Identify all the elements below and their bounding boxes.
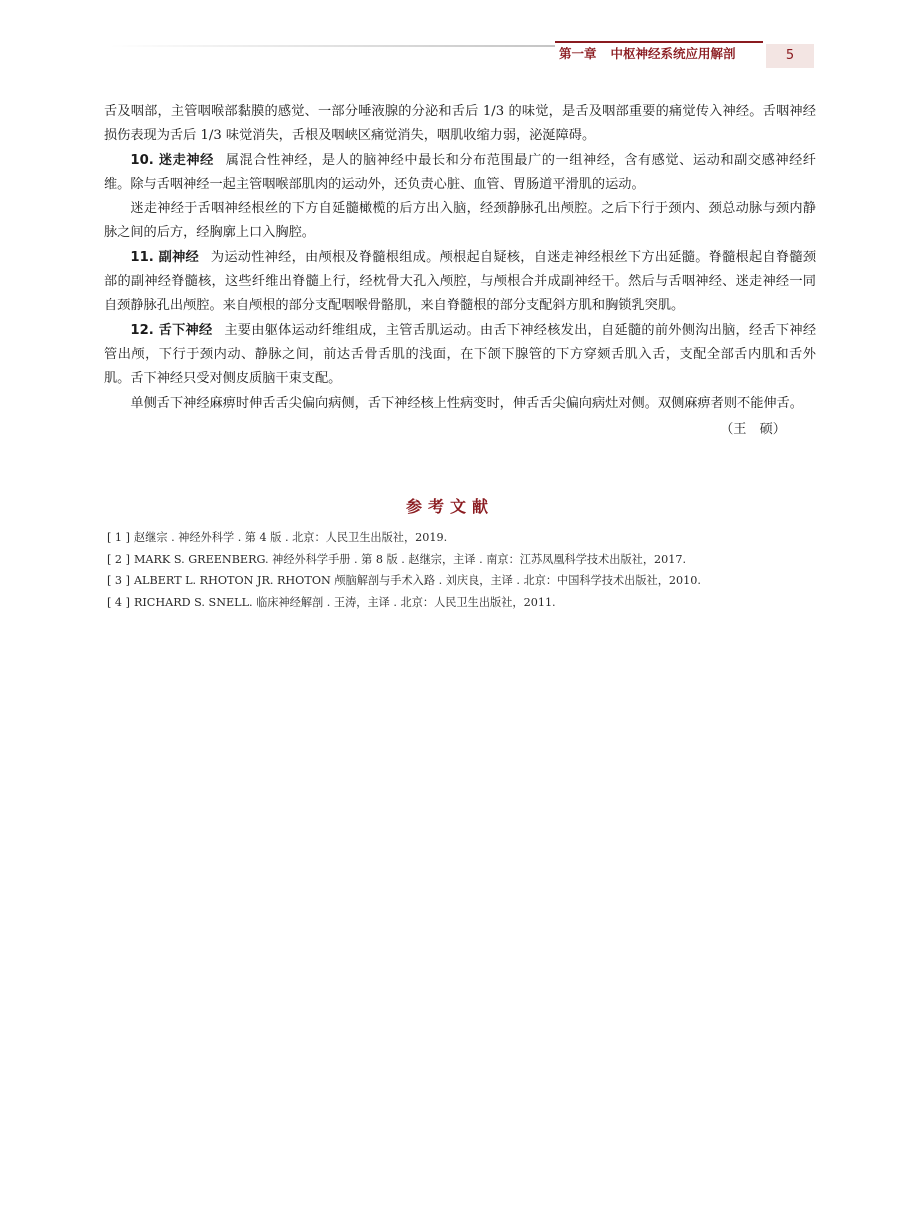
reference-number: [ 2 ] xyxy=(107,552,130,566)
paragraph-text: 舌及咽部，主管咽喉部黏膜的感觉、一部分唾液腺的分泌和舌后 1/3 的味觉，是舌及咽部重要的痛觉传入神经。舌咽神经损伤表现为舌后 1/3 味觉消失，舌根及咽峡区痛觉消失，咽肌收缩力弱，泌涎障碍。 xyxy=(104,104,816,144)
paragraph-text: 属混合性神经，是人的脑神经中最长和分布范围最广的一组神经，含有感觉、运动和副交感神经纤维。除与舌咽神经一起主管咽喉部肌肉的运动外，还负责心脏、血管、胃肠道平滑肌的运动。 xyxy=(104,152,816,192)
page-number: 5 xyxy=(766,44,814,68)
running-head xyxy=(555,41,763,67)
paragraph-text: 为运动性神经，由颅根及脊髓根组成。颅根起自疑核，自迷走神经根丝下方出延髓。脊髓根起自脊髓颈部的副神经脊髓核，这些纤维出脊髓上行，经枕骨大孔入颅腔，与颅根合并成副神经干。然后与舌咽神经、迷走神经一同自颈静脉孔出颅腔。来自颅根的部分支配咽喉骨骼肌，来自脊髓根的部分支配斜方肌和胸锁乳突肌。 xyxy=(104,249,817,314)
author-credit: （王 硕） xyxy=(720,421,786,437)
reference-text: 赵继宗 . 神经外科学 . 第 4 版 . 北京：人民卫生出版社，2019. xyxy=(133,531,448,544)
reference-text: MARK S. GREENBERG. 神经外科学手册 . 第 8 版 . 赵继宗，主译 . 南京：江苏凤凰科学技术出版社，2017. xyxy=(133,552,687,566)
paragraph xyxy=(104,197,816,246)
header-rule xyxy=(110,45,555,47)
reference-item xyxy=(107,592,817,614)
reference-number: [ 3 ] xyxy=(107,574,130,587)
reference-text: ALBERT L. RHOTON JR. RHOTON 颅脑解剖与手术入路 . 刘庆良，主译 . 北京：中国科学技术出版社，2010. xyxy=(133,574,701,587)
paragraph-text: 主要由躯体运动纤维组成，主管舌肌运动。由舌下神经核发出，自延髓的前外侧沟出脑，经舌下神经管出颅，下行于颈内动、静脉之间，前达舌骨舌肌的浅面，在下颌下腺管的下方穿颏舌肌入舌，支配全部舌内肌和舌外肌。舌下神经只受对侧皮质脑干束支配。 xyxy=(104,322,817,387)
page-header xyxy=(0,0,900,80)
chapter-title: 中枢神经系统应用解剖 xyxy=(610,46,736,61)
paragraph xyxy=(104,100,816,149)
paragraph-text: 迷走神经于舌咽神经根丝的下方自延髓橄榄的后方出入脑，经颈静脉孔出颅腔。之后下行于颈内、颈总动脉与颈内静脉之间的后方，经胸廓上口入胸腔。 xyxy=(104,201,816,241)
paragraph xyxy=(104,246,816,319)
chapter-number: 第一章 xyxy=(559,46,597,61)
section-term: 10. 迷走神经 xyxy=(130,152,214,168)
reference-number: [ 4 ] xyxy=(107,595,130,609)
reference-number: [ 1 ] xyxy=(107,531,130,544)
reference-item xyxy=(107,527,817,549)
paragraph xyxy=(104,149,816,198)
paragraph xyxy=(104,392,816,416)
reference-item xyxy=(107,549,817,571)
reference-text: RICHARD S. SNELL. 临床神经解剖 . 王涛，主译 . 北京：人民卫生出版社，2011. xyxy=(133,595,556,609)
references-heading: 参考文献 xyxy=(405,497,494,516)
paragraph-text: 单侧舌下神经麻痹时伸舌舌尖偏向病侧，舌下神经核上性病变时，伸舌舌尖偏向病灶对侧。双侧麻痹者则不能伸舌。 xyxy=(130,395,803,411)
section-term: 11. 副神经 xyxy=(130,249,199,265)
section-term: 12. 舌下神经 xyxy=(130,322,213,338)
reference-item xyxy=(107,570,817,592)
paragraph xyxy=(104,319,816,392)
body-text xyxy=(104,100,816,442)
reference-list xyxy=(107,527,817,613)
